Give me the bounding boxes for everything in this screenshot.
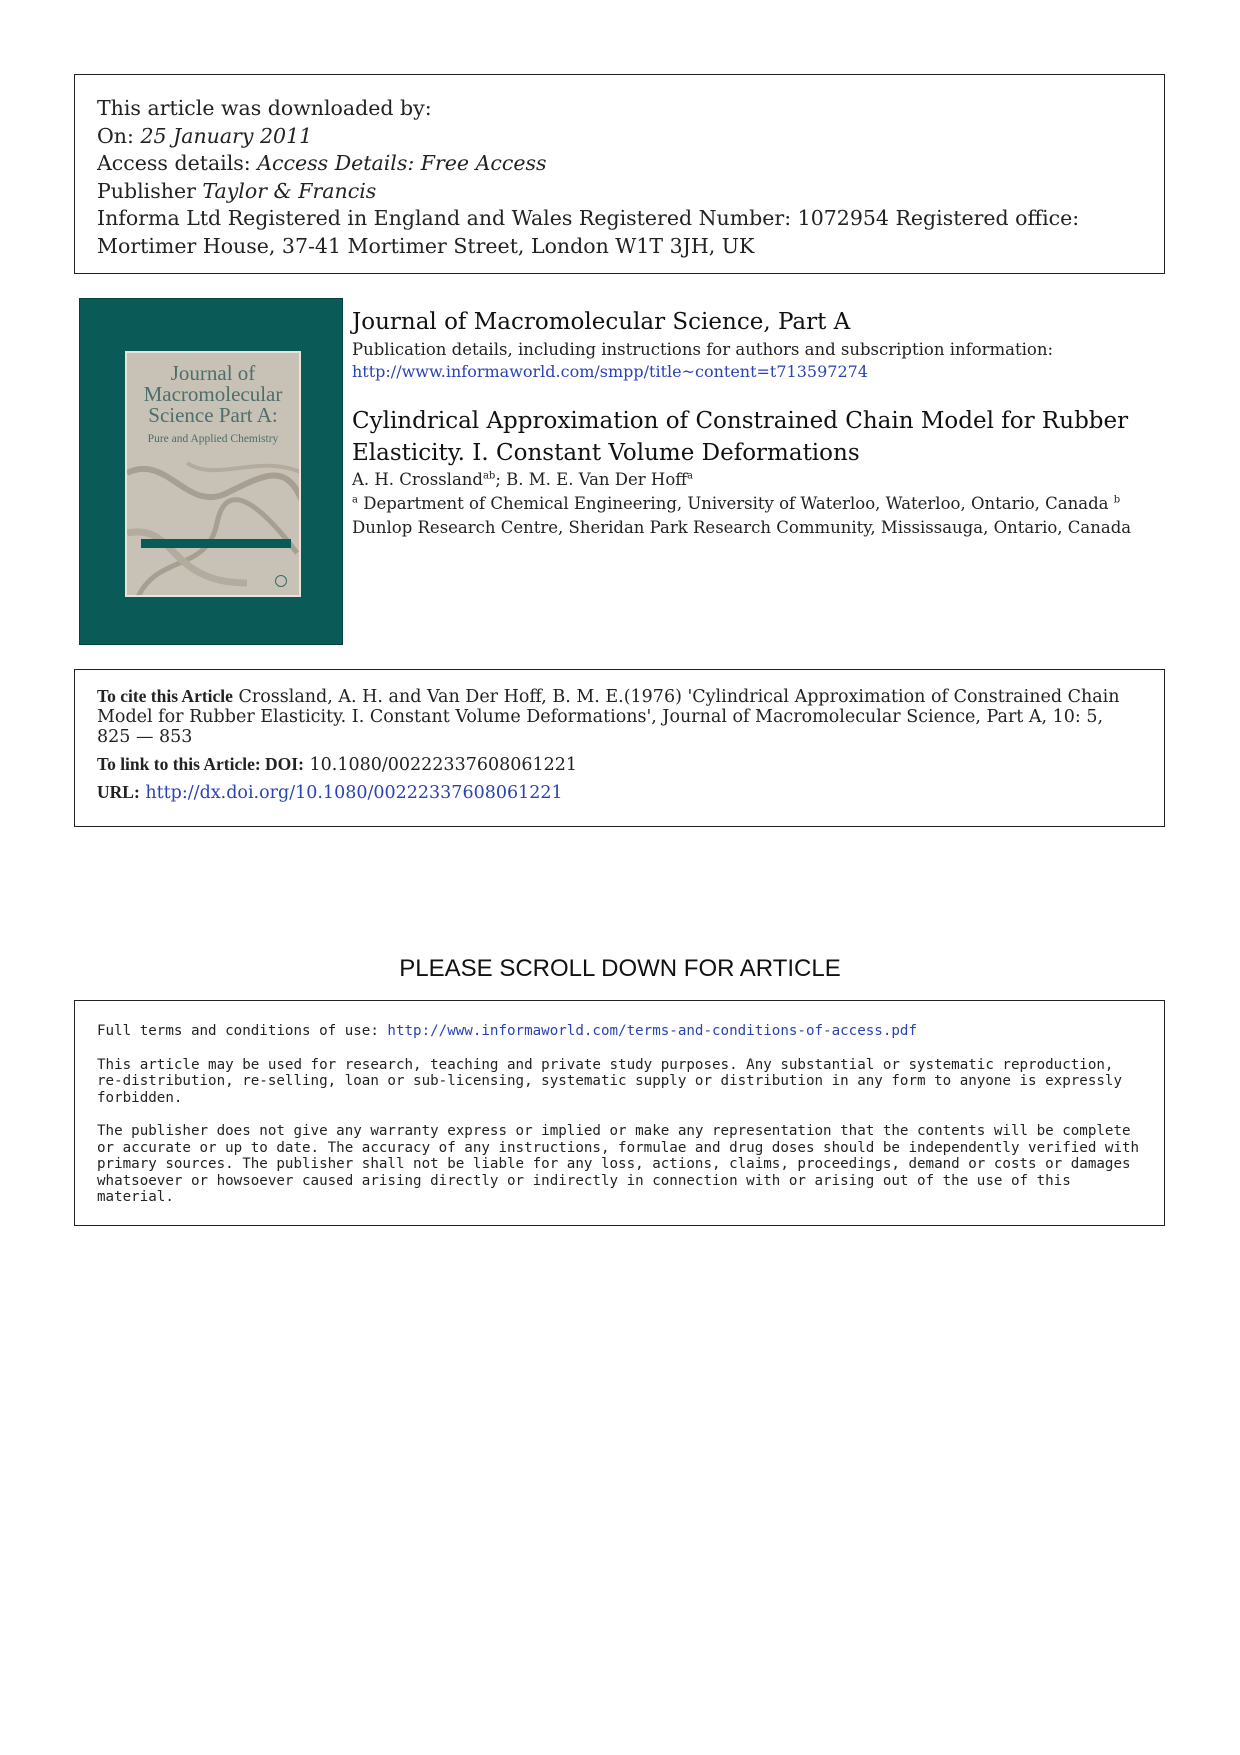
journal-info <box>352 308 1152 540</box>
cover-title: Journal of Macromolecular Science Part A: <box>143 361 283 427</box>
publication-details: Publication details, including instructions for authors and subscription information: <box>352 340 1054 359</box>
url-line <box>97 782 1142 803</box>
publisher-line <box>97 178 1142 206</box>
terms-label: Full terms and conditions of use: <box>97 1023 388 1039</box>
citation-box <box>74 669 1165 827</box>
author-2: B. M. E. Van Der Hoff <box>506 470 687 489</box>
access-details-line <box>97 150 1142 178</box>
affil-b-marker: b <box>1113 494 1121 506</box>
affiliations <box>352 492 1152 540</box>
download-date-line <box>97 123 1142 151</box>
doi-line <box>97 754 1142 775</box>
article-title: Cylindrical Approximation of Constrained Chain Model for Rubber Elasticity. I. Constant Volume Deformations <box>352 408 1129 466</box>
cover-panel <box>125 351 301 597</box>
terms-para-disclaimer: The publisher does not give any warranty express or implied or make any representation that the contents will be complete or accurate or up to date. The accuracy of any instructions, formulae and drug doses should be independently verified with primary sources. The publisher shall not be liable for any loss, actions, claims, proceedings, demand or costs or damages whatsoever or howsoever caused arising directly or indirectly in connection with or arising out of the use of this material. <box>97 1123 1140 1205</box>
downloaded-by-line: This article was downloaded by: <box>97 96 432 120</box>
cover-band <box>141 539 291 548</box>
terms-url-link[interactable]: http://www.informaworld.com/terms-and-conditions-of-access.pdf <box>387 1023 918 1039</box>
doi-value: 10.1080/00222337608061221 <box>303 755 578 775</box>
journal-url-link[interactable]: http://www.informaworld.com/smpp/title~content=t713597274 <box>352 362 868 381</box>
terms-line <box>97 1023 1142 1040</box>
doi-url-link[interactable]: http://dx.doi.org/10.1080/00222337608061221 <box>139 783 563 803</box>
publisher-name: Taylor & Francis <box>202 178 377 203</box>
affil-a-marker: a <box>352 494 358 506</box>
affil-a: Department of Chemical Engineering, University of Waterloo, Waterloo, Ontario, Canada <box>357 494 1114 513</box>
access-value: Access Details: Free Access <box>257 151 547 175</box>
cite-text: Crossland, A. H. and Van Der Hoff, B. M. E.(1976) 'Cylindrical Approximation of Constrained Chain Model for Rubber Elasticity. I. Constant Volume Deformations', Journal of Macromolecular Science, Part A, 10: 5, 825 — 853 <box>97 687 1120 747</box>
terms-box <box>74 1000 1165 1226</box>
doi-label: To link to this Article: DOI: <box>97 754 304 774</box>
download-date: 25 January 2011 <box>140 123 313 148</box>
access-label: Access details: <box>97 151 258 175</box>
publisher-logo-icon <box>275 575 287 587</box>
citation <box>97 686 1142 747</box>
informa-registration: Informa Ltd Registered in England and Wales Registered Number: 1072954 Registered office: Mortimer House, 37-41 Mortimer Street, London W1T 3JH, UK <box>97 206 1080 258</box>
on-label: On: <box>97 123 141 148</box>
publisher-label: Publisher <box>97 178 203 203</box>
author-separator: ; <box>495 470 507 489</box>
url-label: URL: <box>97 782 140 802</box>
author-1-affil: ab <box>482 470 496 482</box>
author-1: A. H. Crossland <box>352 470 483 489</box>
cite-label: To cite this Article <box>97 686 233 706</box>
cover-subtitle: Pure and Applied Chemistry <box>147 433 279 445</box>
author-2-affil: a <box>686 470 693 482</box>
scroll-down-message: PLEASE SCROLL DOWN FOR ARTICLE <box>399 955 841 982</box>
download-info-box <box>74 74 1165 274</box>
journal-cover-image <box>79 298 343 645</box>
affil-b: Dunlop Research Centre, Sheridan Park Research Community, Mississauga, Ontario, Canada <box>352 518 1132 537</box>
terms-para-usage: This article may be used for research, teaching and private study purposes. Any substantial or systematic reproduction, re-distribution, re-selling, loan or sub-licensing, systematic supply or distribution in any form to anyone is expressly forbidden. <box>97 1056 1122 1106</box>
journal-title: Journal of Macromolecular Science, Part A <box>352 309 851 335</box>
authors <box>352 469 1152 491</box>
